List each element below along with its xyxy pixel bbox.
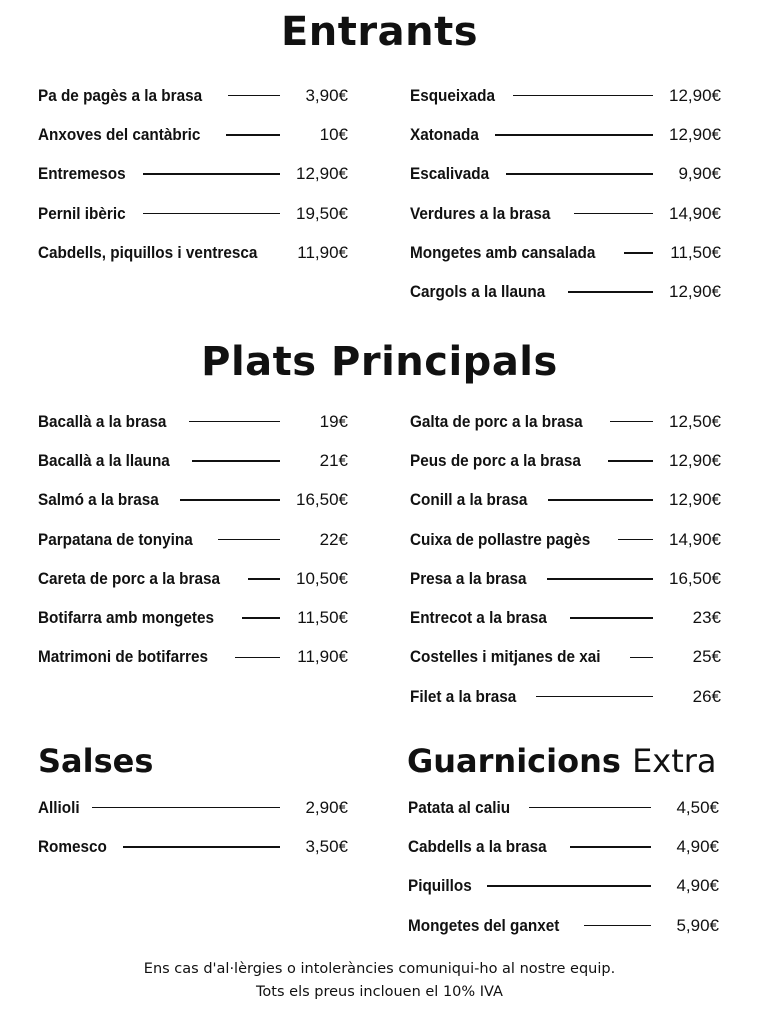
menu-item-price: 11,50€ (297, 608, 348, 628)
menu-item-price: 3,90€ (305, 85, 348, 105)
leader-line (242, 617, 280, 619)
menu-item (410, 155, 721, 194)
menu-item (410, 559, 721, 598)
leader-line (506, 173, 653, 175)
leader-line (618, 539, 653, 541)
menu-item-name: Costelles i mitjanes de xai (410, 647, 601, 667)
leader-line (180, 499, 280, 501)
leader-line (228, 95, 280, 97)
leader-line (235, 657, 280, 659)
menu-item (38, 194, 348, 233)
menu-item (38, 481, 348, 520)
menu-item-name: Botifarra amb mongetes (38, 608, 214, 628)
menu-item-name: Mongetes del ganxet (408, 915, 560, 935)
menu-item (410, 441, 721, 480)
menu-item-name: Pa de pagès a la brasa (38, 85, 203, 105)
menu-item (38, 559, 348, 598)
leader-line (92, 807, 280, 809)
menu-item-price: 22€ (319, 529, 348, 549)
menu-item-price: 11,50€ (670, 242, 721, 262)
menu-item-price: 9,90€ (678, 164, 721, 184)
menu-item-name: Piquillos (408, 876, 472, 896)
leader-line (547, 578, 653, 580)
menu-item (408, 827, 719, 866)
menu-item-name: Cargols a la llauna (410, 282, 546, 302)
menu-item-price: 12,90€ (669, 85, 721, 105)
menu-item-price: 19,50€ (296, 203, 348, 223)
menu-item-price: 26€ (692, 686, 721, 706)
menu-item (38, 788, 348, 827)
menu-item (410, 272, 721, 311)
menu-item (38, 402, 348, 441)
guarnicions-title-bold: Guarnicions (407, 742, 621, 780)
menu-item-name: Esqueixada (410, 85, 496, 105)
leader-line (608, 460, 653, 462)
menu-item-name: Pernil ibèric (38, 203, 126, 223)
menu-item-name: Peus de porc a la brasa (410, 450, 581, 470)
leader-line (513, 95, 654, 97)
leader-line (548, 499, 653, 501)
leader-line (610, 421, 653, 423)
menu-item-name: Anxoves del cantàbric (38, 124, 201, 144)
leader-line (584, 925, 651, 927)
menu-item (38, 155, 348, 194)
menu-item-price: 14,90€ (669, 529, 721, 549)
menu-item (38, 441, 348, 480)
plats-title: Plats Principals (201, 339, 558, 385)
menu-item-name: Parpatana de tonyina (38, 529, 193, 549)
menu-item-name: Allioli (38, 797, 80, 817)
leader-line (192, 460, 280, 462)
menu-item-price: 12,90€ (669, 490, 721, 510)
menu-item-name: Mongetes amb cansalada (410, 242, 596, 262)
menu-item (38, 76, 348, 115)
menu-item-name: Cabdells, piquillos i ventresca (38, 242, 258, 262)
menu-item-price: 21€ (319, 450, 348, 470)
menu-item-price: 12,90€ (669, 282, 721, 302)
guarnicions-list (408, 788, 719, 945)
menu-item-price: 11,90€ (297, 647, 348, 667)
menu-item-name: Galta de porc a la brasa (410, 411, 583, 431)
menu-item (410, 677, 721, 716)
menu-item-name: Conill a la brasa (410, 490, 528, 510)
leader-line (189, 421, 280, 423)
leader-line (143, 173, 280, 175)
menu-item-price: 3,50€ (305, 836, 348, 856)
leader-line (624, 252, 653, 254)
menu-item (408, 867, 719, 906)
allergy-note: Ens cas d'al·lèrgies o intoleràncies comuniqui-ho al nostre equip. (143, 961, 616, 977)
leader-line (495, 134, 653, 136)
menu-item-price: 25€ (692, 647, 721, 667)
menu-item-price: 4,90€ (676, 876, 719, 896)
menu-item-name: Escalivada (410, 164, 490, 184)
menu-item (410, 76, 721, 115)
menu-item-price: 19€ (319, 411, 348, 431)
guarnicions-title-light: Extra (632, 742, 717, 780)
entrants-right-list (410, 76, 721, 312)
menu-item-price: 10€ (319, 124, 348, 144)
menu-item (38, 827, 348, 866)
menu-item-name: Cuixa de pollastre pagès (410, 529, 591, 549)
menu-item-price: 5,90€ (676, 915, 719, 935)
guarnicions-title (407, 742, 717, 780)
menu-item (38, 520, 348, 559)
menu-item-price: 11,90€ (297, 242, 348, 262)
menu-item-name: Xatonada (410, 124, 479, 144)
menu-item-name: Presa a la brasa (410, 568, 527, 588)
menu-item-price: 12,50€ (669, 411, 721, 431)
menu-item-name: Verdures a la brasa (410, 203, 551, 223)
menu-item-price: 12,90€ (669, 124, 721, 144)
menu-item-price: 10,50€ (296, 568, 348, 588)
menu-item-price: 16,50€ (296, 490, 348, 510)
menu-item (410, 598, 721, 637)
leader-line (574, 213, 653, 215)
leader-line (630, 657, 653, 659)
menu-item (410, 402, 721, 441)
leader-line (487, 885, 651, 887)
menu-item (410, 481, 721, 520)
menu-item (410, 194, 721, 233)
menu-item-name: Salmó a la brasa (38, 490, 159, 510)
salses-list (38, 788, 348, 867)
leader-line (143, 213, 280, 215)
menu-item (410, 233, 721, 272)
menu-item-name: Entremesos (38, 164, 126, 184)
menu-item-name: Bacallà a la brasa (38, 411, 167, 431)
leader-line (529, 807, 651, 809)
menu-item-name: Bacallà a la llauna (38, 450, 170, 470)
leader-line (226, 134, 280, 136)
leader-line (123, 846, 280, 848)
plats-left-list (38, 402, 348, 677)
menu-item (38, 233, 348, 272)
menu-item-price: 4,50€ (676, 797, 719, 817)
leader-line (536, 696, 653, 698)
menu-item (38, 638, 348, 677)
menu-item (38, 115, 348, 154)
menu-item-name: Romesco (38, 836, 107, 856)
leader-line (218, 539, 280, 541)
menu-item-name: Careta de porc a la brasa (38, 568, 220, 588)
menu-item (410, 520, 721, 559)
leader-line (248, 578, 280, 580)
salses-title: Salses (38, 742, 154, 780)
menu-item-price: 4,90€ (676, 836, 719, 856)
menu-item-price: 2,90€ (305, 797, 348, 817)
menu-item (410, 115, 721, 154)
menu-item (38, 598, 348, 637)
menu-item-price: 16,50€ (669, 568, 721, 588)
menu-item-name: Cabdells a la brasa (408, 836, 547, 856)
menu-item-name: Filet a la brasa (410, 686, 517, 706)
menu-item-price: 12,90€ (296, 164, 348, 184)
menu-item-name: Entrecot a la brasa (410, 608, 547, 628)
menu-item-price: 12,90€ (669, 450, 721, 470)
menu-item (410, 638, 721, 677)
entrants-title: Entrants (280, 9, 479, 55)
menu-item-name: Patata al caliu (408, 797, 511, 817)
menu-item-name: Matrimoni de botifarres (38, 647, 209, 667)
entrants-left-list (38, 76, 348, 272)
leader-line (570, 617, 653, 619)
leader-line (568, 291, 653, 293)
menu-item-price: 23€ (692, 608, 721, 628)
plats-right-list (410, 402, 721, 716)
footer-notes (0, 958, 759, 1004)
menu-item-price: 14,90€ (669, 203, 721, 223)
menu-item (408, 788, 719, 827)
leader-line (570, 846, 651, 848)
menu-item (408, 906, 719, 945)
vat-note: Tots els preus inclouen el 10% IVA (256, 984, 503, 1000)
